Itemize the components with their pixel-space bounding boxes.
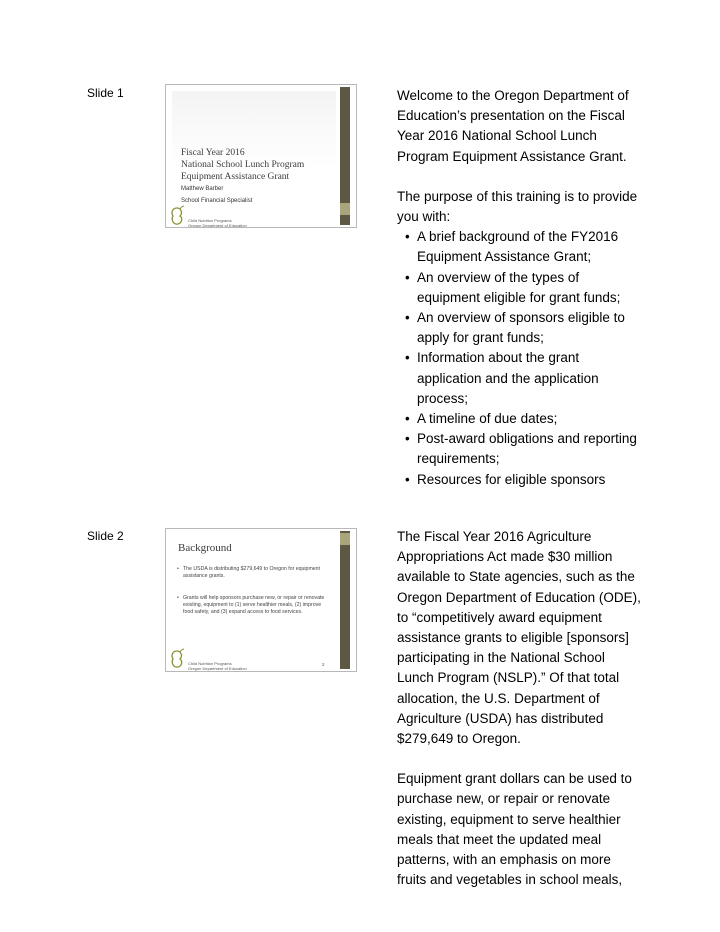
slide-1-side-accent: [340, 203, 350, 215]
bullet-icon: •: [405, 411, 410, 427]
slide-2-thumbnail: [165, 528, 357, 672]
child-nutrition-apple-logo-icon: [169, 205, 185, 227]
list-item: • Information about the grant application and the application process;: [405, 350, 599, 406]
list-item: • A timeline of due dates;: [397, 409, 642, 429]
slide-2-bullet: • Grants will help sponsors purchase new, or repair or renovate existing, equipment to (1) serve healthier meals, (2) improve food safety, and (3) expand access to food services.: [177, 595, 325, 615]
bullet-icon: •: [405, 269, 410, 285]
slide-2-notes-paragraph-2: Equipment grant dollars can be used to purchase new, or repair or renovate existing, equipment to serve healthier meals that meet the updated meal patterns, with an emphasis on more fruits and vegetables in school meals,: [397, 771, 632, 888]
slide-2-notes-paragraph-1: The Fiscal Year 2016 Agriculture Appropriations Act made $30 million available to State agencies, such as the Oregon Department of Education (ODE), to “competitively award equipment assistance grants to eligible [sponsors] participating in the National School Lunch Program (NSLP).” Of that total allocation, the U.S. Department of Agriculture (USDA) has distributed $279,649 to Oregon.: [397, 529, 641, 747]
slide-1-notes-list: [397, 227, 642, 490]
slide-2-heading: Background: [178, 542, 232, 554]
bullet-icon: •: [405, 431, 410, 447]
child-nutrition-apple-logo-icon: [169, 648, 185, 670]
slide-2-label: Slide 2: [87, 529, 124, 543]
slide-1-notes-purpose: The purpose of this training is to provide you with:: [397, 188, 638, 225]
slide-1-notes: [397, 86, 642, 490]
slide-1-logo-text: Child Nutrition Programs Oregon Department of Education: [188, 218, 247, 228]
list-item: • A brief background of the FY2016 Equipment Assistance Grant;: [405, 229, 619, 265]
bullet-icon: •: [405, 350, 410, 366]
slide-1-title: Fiscal Year 2016 National School Lunch Program Equipment Assistance Grant: [181, 148, 305, 182]
slide-1-presenter-role: School Financial Specialist: [181, 198, 253, 204]
bullet-icon: •: [405, 310, 410, 326]
slide-2-notes: [397, 527, 642, 890]
slide-2-side-accent: [340, 533, 350, 545]
list-item: • An overview of sponsors eligible to apply for grant funds;: [405, 310, 625, 346]
slide-2-side-bar: [340, 531, 350, 669]
slide-2-logo-text: Child Nutrition Programs Oregon Department of Education: [188, 661, 247, 671]
bullet-icon: •: [405, 471, 410, 487]
slide-1-thumbnail: [165, 84, 357, 228]
slide-1-label: Slide 1: [87, 86, 124, 100]
list-item: • Post-award obligations and reporting requirements;: [405, 431, 637, 467]
slide-1-presenter: Matthew Barber: [181, 186, 224, 192]
slide-2-bullet: • The USDA is distributing $279,649 to Oregon for equipment assistance grants.: [177, 566, 320, 579]
list-item: • Resources for eligible sponsors: [397, 470, 642, 490]
bullet-icon: •: [405, 229, 410, 245]
bullet-icon: •: [177, 595, 179, 601]
slide-2-page-number: 2: [322, 662, 325, 667]
bullet-icon: •: [177, 566, 179, 572]
slide-1-notes-intro: Welcome to the Oregon Department of Education’s presentation on the Fiscal Year 2016 National School Lunch Program Equipment Assistance Grant.: [397, 88, 629, 164]
list-item: • An overview of the types of equipment eligible for grant funds;: [405, 269, 621, 305]
